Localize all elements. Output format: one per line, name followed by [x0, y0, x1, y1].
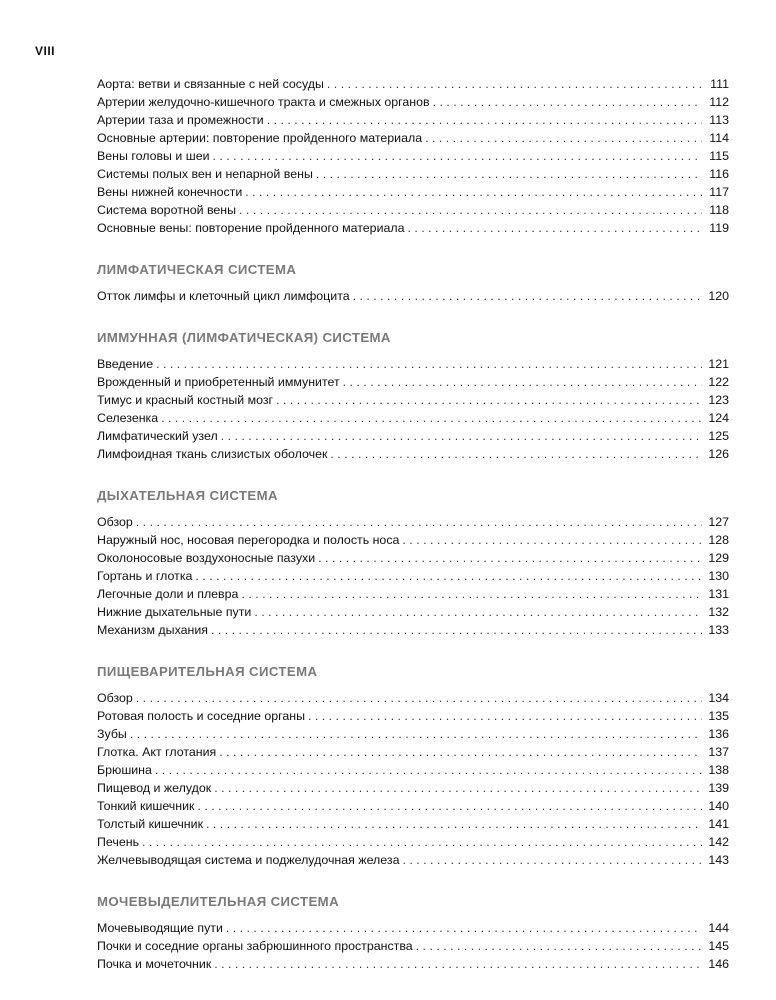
- dot-leader: [142, 833, 702, 851]
- toc-entry[interactable]: [97, 779, 729, 797]
- toc-entry[interactable]: [97, 797, 729, 815]
- toc-entry-title: Системы полых вен и непарной вены: [97, 167, 313, 181]
- toc-entry[interactable]: [97, 391, 729, 409]
- dot-leader: [245, 183, 702, 201]
- toc-entry-page: 127: [708, 515, 729, 529]
- toc-entry-title: Пищевод и желудок: [97, 781, 212, 795]
- toc-entry-page: 126: [708, 447, 729, 461]
- toc-entry-page: 112: [709, 95, 729, 109]
- dot-leader: [155, 761, 702, 779]
- toc-entry-title: Зубы: [97, 727, 127, 741]
- toc-entry[interactable]: [97, 851, 729, 869]
- toc-entry[interactable]: [97, 427, 729, 445]
- dot-leader: [327, 75, 702, 93]
- toc-entry-page: 124: [708, 411, 729, 425]
- toc-entry-page: 111: [710, 77, 729, 91]
- section-heading[interactable]: ПИЩЕВАРИТЕЛЬНАЯ СИСТЕМА: [97, 664, 318, 679]
- dot-leader: [197, 797, 702, 815]
- dot-leader: [425, 129, 702, 147]
- dot-leader: [318, 549, 702, 567]
- toc-entry[interactable]: [97, 129, 729, 147]
- toc-entry-page: 121: [708, 357, 729, 371]
- toc-entry[interactable]: [97, 833, 729, 851]
- toc-entry-title: Толстый кишечник: [97, 817, 203, 831]
- toc-entry[interactable]: [97, 725, 729, 743]
- toc-entry-page: 136: [708, 727, 729, 741]
- toc-entry[interactable]: [97, 201, 729, 219]
- toc-entry[interactable]: [97, 445, 729, 463]
- toc-entry[interactable]: [97, 585, 729, 603]
- table-of-contents: [97, 75, 729, 973]
- toc-entry-page: 134: [708, 691, 729, 705]
- toc-entry[interactable]: [97, 531, 729, 549]
- dot-leader: [206, 815, 702, 833]
- toc-entry[interactable]: [97, 919, 729, 937]
- toc-entry[interactable]: [97, 815, 729, 833]
- section-heading[interactable]: ЛИМФАТИЧЕСКАЯ СИСТЕМА: [97, 262, 297, 277]
- toc-entry-page: 118: [709, 203, 729, 217]
- section-heading[interactable]: ИММУННАЯ (ЛИМФАТИЧЕСКАЯ) СИСТЕМА: [97, 330, 391, 345]
- dot-leader: [130, 725, 702, 743]
- dot-leader: [214, 779, 702, 797]
- toc-entry-page: 142: [708, 835, 729, 849]
- toc-entry-page: 125: [708, 429, 729, 443]
- toc-entry-page: 115: [709, 149, 729, 163]
- toc-entry[interactable]: [97, 111, 729, 129]
- dot-leader: [213, 147, 702, 165]
- dot-leader: [316, 165, 702, 183]
- toc-section: [97, 259, 729, 305]
- dot-leader: [219, 743, 702, 761]
- toc-entry-title: Артерии желудочно-кишечного тракта и смежных органов: [97, 95, 430, 109]
- toc-entry-title: Тимус и красный костный мозг: [97, 393, 274, 407]
- section-list: [97, 259, 729, 973]
- dot-leader: [195, 567, 702, 585]
- dot-leader: [276, 391, 702, 409]
- toc-entry[interactable]: [97, 165, 729, 183]
- toc-entry[interactable]: [97, 567, 729, 585]
- toc-entry-title: Наружный нос, носовая перегородка и полость носа: [97, 533, 400, 547]
- dot-leader: [330, 445, 702, 463]
- dot-leader: [136, 689, 702, 707]
- dot-leader: [402, 851, 702, 869]
- section-heading[interactable]: МОЧЕВЫДЕЛИТЕЛЬНАЯ СИСТЕМА: [97, 894, 339, 909]
- toc-entry[interactable]: [97, 513, 729, 531]
- toc-entry[interactable]: [97, 549, 729, 567]
- toc-entry-title: Система воротной вены: [97, 203, 237, 217]
- toc-entry-title: Вены нижней конечности: [97, 185, 243, 199]
- dot-leader: [402, 531, 702, 549]
- toc-entry[interactable]: [97, 183, 729, 201]
- toc-entry[interactable]: [97, 373, 729, 391]
- toc-entry-title: Лимфатический узел: [97, 429, 218, 443]
- toc-entry[interactable]: [97, 219, 729, 237]
- toc-entry[interactable]: [97, 75, 729, 93]
- toc-entry[interactable]: [97, 937, 729, 955]
- toc-entry-title: Вены головы и шеи: [97, 149, 210, 163]
- toc-entry-page: 139: [708, 781, 729, 795]
- toc-entry-title: Основные вены: повторение пройденного материала: [97, 221, 405, 235]
- toc-entry-page: 120: [708, 289, 729, 303]
- page-number: VIII: [35, 44, 56, 58]
- toc-entry-page: 143: [708, 853, 729, 867]
- toc-entry-title: Почка и мочеточник: [97, 957, 212, 971]
- toc-entry[interactable]: [97, 621, 729, 639]
- dot-leader: [239, 201, 702, 219]
- toc-entry-title: Нижние дыхательные пути: [97, 605, 252, 619]
- toc-entry-title: Тонкий кишечник: [97, 799, 195, 813]
- toc-entry-page: 129: [708, 551, 729, 565]
- intro-entry-list: [97, 75, 729, 237]
- toc-entry[interactable]: [97, 761, 729, 779]
- toc-entry-title: Брюшина: [97, 763, 152, 777]
- toc-entry-page: 116: [709, 167, 729, 181]
- toc-entry[interactable]: [97, 147, 729, 165]
- toc-entry-title: Основные артерии: повторение пройденного материала: [97, 131, 423, 145]
- toc-entry-title: Легочные доли и плевра: [97, 587, 239, 601]
- toc-section: [97, 327, 729, 463]
- toc-entry-page: 144: [708, 921, 729, 935]
- toc-entry-page: 128: [708, 533, 729, 547]
- dot-leader: [308, 707, 702, 725]
- dot-leader: [433, 93, 702, 111]
- toc-entry-page: 145: [708, 939, 729, 953]
- dot-leader: [221, 427, 702, 445]
- toc-entry-title: Мочевыводящие пути: [97, 921, 223, 935]
- toc-entry-title: Околоносовые воздухоносные пазухи: [97, 551, 316, 565]
- dot-leader: [353, 287, 702, 305]
- toc-entry-title: Селезенка: [97, 411, 159, 425]
- dot-leader: [156, 355, 702, 373]
- toc-entry[interactable]: [97, 93, 729, 111]
- toc-entry[interactable]: [97, 287, 729, 305]
- toc-entry-page: 113: [709, 113, 729, 127]
- toc-section: [97, 485, 729, 639]
- dot-leader: [214, 955, 702, 973]
- toc-section: [97, 891, 729, 973]
- toc-entry[interactable]: [97, 707, 729, 725]
- toc-entry-title: Отток лимфы и клеточный цикл лимфоцита: [97, 289, 350, 303]
- dot-leader: [136, 513, 702, 531]
- toc-entry-title: Глотка. Акт глотания: [97, 745, 217, 759]
- toc-entry-title: Артерии таза и промежности: [97, 113, 264, 127]
- toc-entry-title: Желчевыводящая система и поджелудочная железа: [97, 853, 400, 867]
- toc-entry-page: 146: [708, 957, 729, 971]
- toc-entry-title: Введение: [97, 357, 154, 371]
- toc-entry-title: Механизм дыхания: [97, 623, 208, 637]
- toc-entry-page: 119: [709, 221, 729, 235]
- toc-entry-title: Обзор: [97, 691, 133, 705]
- dot-leader: [241, 585, 702, 603]
- toc-entry-title: Врожденный и приобретенный иммунитет: [97, 375, 340, 389]
- toc-entry-page: 130: [708, 569, 729, 583]
- toc-entry-title: Печень: [97, 835, 140, 849]
- toc-entry-page: 135: [708, 709, 729, 723]
- dot-leader: [267, 111, 702, 129]
- dot-leader: [211, 621, 702, 639]
- toc-entry[interactable]: [97, 955, 729, 973]
- dot-leader: [343, 373, 702, 391]
- toc-entry[interactable]: [97, 355, 729, 373]
- toc-entry[interactable]: [97, 743, 729, 761]
- dot-leader: [416, 937, 702, 955]
- toc-entry-page: 122: [708, 375, 729, 389]
- toc-entry[interactable]: [97, 689, 729, 707]
- dot-leader: [226, 919, 702, 937]
- toc-entry-page: 132: [708, 605, 729, 619]
- toc-entry-title: Обзор: [97, 515, 133, 529]
- toc-section: [97, 661, 729, 869]
- toc-entry-title: Ротовая полость и соседние органы: [97, 709, 306, 723]
- dot-leader: [408, 219, 703, 237]
- toc-entry-page: 133: [708, 623, 729, 637]
- toc-entry-page: 140: [708, 799, 729, 813]
- toc-entry-title: Аорта: ветви и связанные с ней сосуды: [97, 77, 324, 91]
- toc-entry-page: 137: [708, 745, 729, 759]
- toc-entry[interactable]: [97, 603, 729, 621]
- toc-entry-title: Гортань и глотка: [97, 569, 193, 583]
- toc-entry-page: 114: [709, 131, 729, 145]
- toc-entry-title: Лимфоидная ткань слизистых оболочек: [97, 447, 328, 461]
- dot-leader: [161, 409, 702, 427]
- toc-entry-page: 141: [708, 817, 729, 831]
- toc-entry-page: 131: [708, 587, 729, 601]
- section-heading[interactable]: ДЫХАТЕЛЬНАЯ СИСТЕМА: [97, 488, 278, 503]
- dot-leader: [254, 603, 702, 621]
- toc-entry-page: 117: [709, 185, 729, 199]
- toc-entry-page: 138: [708, 763, 729, 777]
- toc-entry-page: 123: [708, 393, 729, 407]
- toc-entry-title: Почки и соседние органы забрюшинного пространства: [97, 939, 413, 953]
- toc-entry[interactable]: [97, 409, 729, 427]
